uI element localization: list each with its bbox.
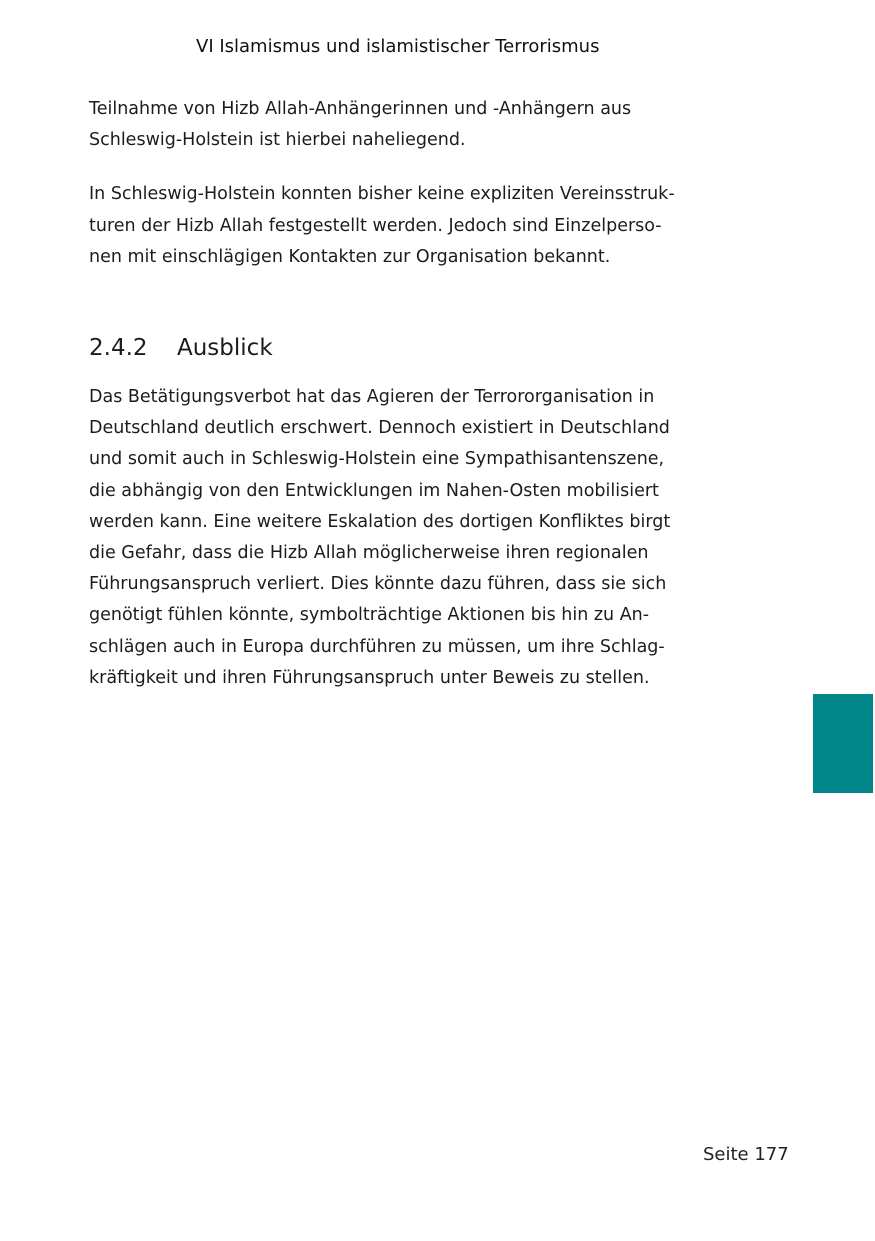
running-header: VI Islamismus und islamistischer Terrorismus <box>196 36 600 57</box>
chapter-tab-marker <box>813 694 873 793</box>
text-line: In Schleswig-Holstein konnten bisher keine expliziten Vereinsstruk- <box>89 184 675 205</box>
text-line: kräftigkeit und ihren Führungsanspruch unter Beweis zu stellen. <box>89 667 650 688</box>
section-paragraph <box>89 382 729 694</box>
text-line: Führungsanspruch verliert. Dies könnte dazu führen, dass sie sich <box>89 574 667 595</box>
text-line: und somit auch in Schleswig-Holstein eine Sympathisantenszene, <box>89 449 665 470</box>
text-line: Das Betätigungsverbot hat das Agieren der Terrororganisation in <box>89 387 655 408</box>
page-content <box>89 94 729 694</box>
page-number: Seite 177 <box>703 1144 789 1165</box>
section-heading <box>89 333 729 363</box>
intro-paragraph-2 <box>89 179 729 273</box>
text-line: genötigt fühlen könnte, symbolträchtige Aktionen bis hin zu An- <box>89 605 650 626</box>
section-number: 2.4.2 <box>89 335 148 362</box>
text-line: Deutschland deutlich erschwert. Dennoch existiert in Deutschland <box>89 418 670 439</box>
intro-paragraph-1 <box>89 94 729 156</box>
text-line: werden kann. Eine weitere Eskalation des dortigen Konfliktes birgt <box>89 511 671 532</box>
text-line: Teilnahme von Hizb Allah-Anhängerinnen und -Anhängern aus <box>89 99 632 119</box>
text-line: turen der Hizb Allah festgestellt werden. Jedoch sind Einzelperso- <box>89 215 662 236</box>
text-line: nen mit einschlägigen Kontakten zur Organisation bekannt. <box>89 246 611 267</box>
text-line: Schleswig-Holstein ist hierbei naheliegend. <box>89 130 466 151</box>
text-line: schlägen auch in Europa durchführen zu müssen, um ihre Schlag- <box>89 636 665 657</box>
section-title: Ausblick <box>177 335 273 362</box>
text-line: die abhängig von den Entwicklungen im Nahen-Osten mobilisiert <box>89 480 659 501</box>
text-line: die Gefahr, dass die Hizb Allah möglicherweise ihren regionalen <box>89 543 649 564</box>
